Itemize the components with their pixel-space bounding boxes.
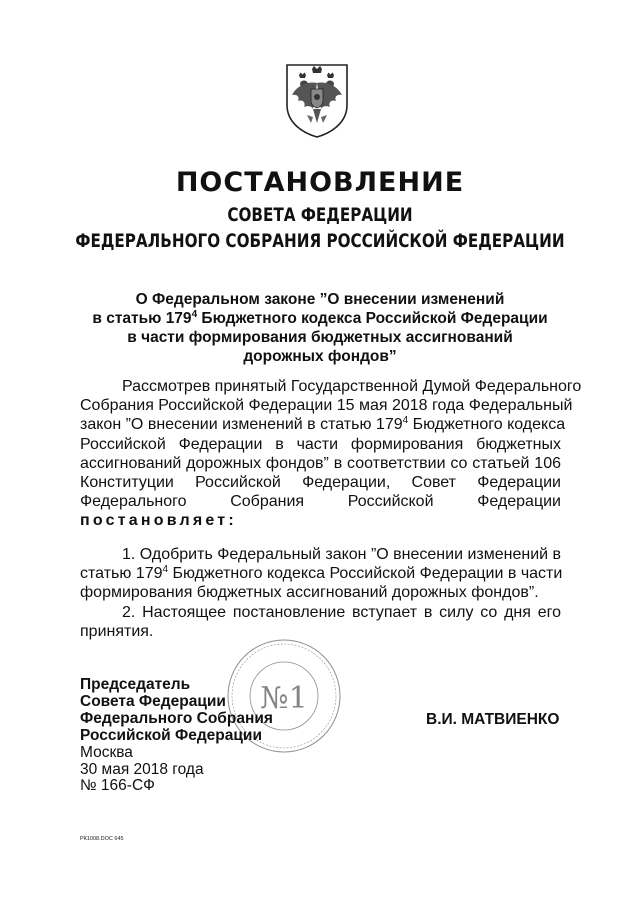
city: Москва xyxy=(80,744,133,761)
signatory-role-line: Председатель xyxy=(80,676,191,693)
preamble-line: Собрания Российской Федерации 15 мая 2018 года Федеральный xyxy=(80,397,573,415)
preamble-line: Конституции Российской Федерации, Совет Федерации xyxy=(80,474,561,492)
document-number: № 166-СФ xyxy=(80,777,155,794)
item-2-line: 2. Настоящее постановление вступает в силу со дня его xyxy=(122,603,561,621)
decree-items xyxy=(80,545,561,641)
preamble-line: закон ”О внесении изменений в статью $179^4$ Бюджетного кодекса xyxy=(80,415,566,434)
signatory-role-line: Федерального Собрания xyxy=(80,710,273,727)
signatory-name: В.И. МАТВИЕНКО xyxy=(426,711,560,728)
item-1-line: 1. Одобрить Федеральный закон ”О внесении изменений в xyxy=(122,546,562,563)
stamp-number: №1 xyxy=(260,681,308,716)
issuer-line-2: ФЕДЕРАЛЬНОГО СОБРАНИЯ РОССИЙСКОЙ ФЕДЕРАЦИИ xyxy=(75,230,565,252)
issuer-line-1: СОВЕТА ФЕДЕРАЦИИ xyxy=(227,204,413,226)
subject-line-2: в статью $179^4$ Бюджетного кодекса Российской Федерации xyxy=(92,309,548,327)
preamble-line: Рассмотрев принятый Государственной Думой Федерального xyxy=(122,378,582,395)
subject-line-4: дорожных фондов” xyxy=(243,348,397,365)
item-1-line: статью $179^4$ Бюджетного кодекса Российской Федерации в части xyxy=(80,564,563,583)
signatory-role-line: Российской Федерации xyxy=(80,727,262,744)
preamble-paragraph xyxy=(80,377,582,531)
subject-line-3: в части формирования бюджетных ассигнований xyxy=(127,329,513,346)
preamble-line: ассигнований дорожных фондов” в соответствии со статьей 106 xyxy=(80,454,561,472)
subject-line-1: О Федеральном законе ”О внесении изменений xyxy=(135,291,505,308)
footer-file-code: РК1008.DOC 645 xyxy=(80,836,124,842)
russian-coat-of-arms-icon xyxy=(283,61,351,139)
document-subject xyxy=(80,290,560,366)
place-and-date xyxy=(80,745,204,795)
preamble-line: Федерального Собрания Российской Федерации xyxy=(80,493,561,511)
decree-word: постановляет: xyxy=(80,512,237,530)
document-title: ПОСТАНОВЛЕНИЕ xyxy=(175,167,465,198)
item-1-line: формирования бюджетных ассигнований дорожных фондов”. xyxy=(80,584,539,602)
item-2-line: принятия. xyxy=(80,622,154,640)
date: 30 мая 2018 года xyxy=(80,760,204,778)
signatory-title xyxy=(80,676,273,744)
signatory-role-line: Совета Федерации xyxy=(80,693,226,710)
preamble-line: Российской Федерации в части формирования бюджетных xyxy=(80,435,561,453)
